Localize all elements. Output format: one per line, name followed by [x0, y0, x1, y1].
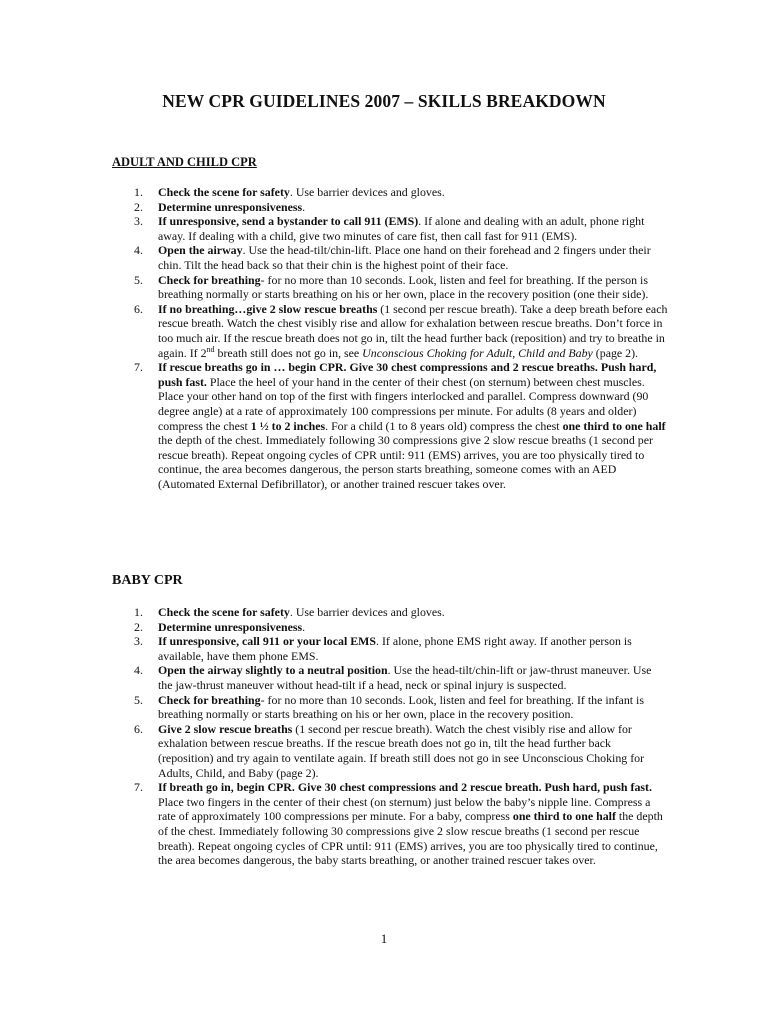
step-text: - for no more than 10 seconds. Look, listen and feel for breathing. If the infant is breathing normally or starts breathing on his or her own, place in the recovery position.	[158, 692, 644, 722]
step-number: 6.	[134, 301, 143, 316]
list-item	[112, 693, 668, 722]
step-bold-text: Give 2 slow rescue breaths	[158, 721, 293, 736]
step-text: - for no more than 10 seconds. Look, listen and feel for breathing. If the person is breathing normally or starts breathing on his or her own, place in the recovery position (one their side).	[158, 272, 649, 302]
page-number: 1	[380, 931, 388, 946]
list-item	[112, 200, 668, 215]
list-item	[112, 605, 668, 620]
step-bold-text: Check the scene for safety	[158, 185, 290, 199]
step-text: the depth of the chest. Immediately following 30 compressions give 2 slow rescue breaths (1 second per rescue breath). Repeat ongoing cycles of CPR until: 911 (EMS) arrives, you are too physically tired to continue, the area becomes dangerous, the person starts breathing, someone comes with an AED (Automated External Defibrillator), or another trained rescuer takes over.	[158, 433, 653, 491]
step-bold-text: Open the airway	[158, 243, 243, 258]
step-number: 5.	[134, 272, 143, 287]
step-bold-text: one third to one half	[512, 809, 616, 824]
list-item	[112, 302, 668, 360]
section-heading-adult-child-cpr: ADULT AND CHILD CPR	[112, 155, 257, 169]
step-number: 1.	[134, 605, 143, 619]
list-item	[112, 360, 668, 491]
step-text: . If alone, phone EMS right away. If another person is available, have them phone EMS.	[158, 634, 632, 663]
step-text: the depth of the chest. Immediately following 30 compressions give 2 slow rescue breaths (1 second per rescue breath). Repeat ongoing cycles of CPR until: 911 (EMS) arrives, you are too physically tired to continue, the area becomes dangerous, the baby starts breathing, or another trained rescuer takes over.	[158, 809, 663, 868]
baby-cpr-steps-list	[112, 605, 668, 868]
step-bold-text: Check for breathing	[158, 272, 261, 287]
list-item	[112, 722, 668, 780]
step-number: 6.	[134, 721, 143, 736]
step-bold-text: If no breathing…give 2 slow rescue breaths	[158, 301, 378, 316]
step-text: breath still does not go in, see	[214, 345, 363, 360]
step-bold-text: one third to one half	[562, 418, 666, 433]
step-text: . Use barrier devices and gloves.	[289, 185, 445, 199]
step-bold-text: Determine unresponsiveness	[158, 199, 303, 214]
step-text: Place two fingers in the center of their chest (on sternum) just below the baby’s nipple line. Compress a rate of approximately 100 compressions per minute. For a baby, compress	[158, 794, 651, 824]
step-bold-text: If unresponsive, call 911 or your local EMS	[158, 634, 377, 649]
list-item	[112, 663, 668, 692]
list-item	[112, 243, 668, 272]
step-bold-text: If rescue breaths go in … begin CPR. Give 30 chest compressions and 2 rescue breaths. Push hard, push fast.	[158, 360, 657, 389]
page-title: NEW CPR GUIDELINES 2007 – SKILLS BREAKDOWN	[162, 91, 606, 111]
step-bold-text: Check for breathing	[158, 692, 261, 707]
step-text: . If alone and dealing with an adult, phone right away. If dealing with a child, give two minutes of care fist, then call fast for 911 (EMS).	[158, 214, 645, 243]
step-number: 2.	[134, 619, 143, 634]
step-bold-text: Determine unresponsiveness	[158, 619, 303, 634]
step-text: . For a child (1 to 8 years old) compress the chest	[325, 418, 563, 433]
step-number: 5.	[134, 692, 143, 707]
step-number: 3.	[134, 214, 143, 229]
step-text: . Use the head-tilt/chin-lift or jaw-thrust maneuver. Use the jaw-thrust maneuver without head-tilt if a head, neck or spinal injury is suspected.	[158, 663, 652, 692]
step-italic-reference: Unconscious Choking for Adult, Child and Baby	[362, 345, 593, 360]
step-bold-text: Open the airway slightly to a neutral position	[158, 663, 388, 678]
section-heading-baby-cpr: BABY CPR	[112, 573, 183, 588]
step-number: 4.	[134, 243, 143, 258]
step-text: Place the heel of your hand in the center of their chest (on sternum) between chest muscles. Place your other hand on top of the first with fingers interlocked and parallel. Compress downward (90 degree angle) at a rate of approximately 100 compressions per minute. For adults (8 years and older) compress the chest	[158, 374, 649, 433]
step-bold-text: Check the scene for safety	[158, 605, 290, 619]
list-item	[112, 214, 668, 243]
step-text: (1 second per rescue breath). Watch the chest visibly rise and allow for exhalation between rescue breaths. If the rescue breath does not go in, tilt the head further back (reposition) and try again to ventilate again. If breath still does not go in see Unconscious Choking for Adults, Child, and Baby (page 2).	[158, 721, 645, 780]
list-item	[112, 620, 668, 635]
step-number: 1.	[134, 185, 143, 199]
step-text: .	[302, 199, 306, 214]
list-item	[112, 185, 668, 200]
step-bold-text: If unresponsive, send a bystander to call 911 (EMS)	[158, 214, 419, 229]
step-text: . Use barrier devices and gloves.	[289, 605, 445, 619]
superscript: nd	[206, 344, 215, 354]
list-item	[112, 780, 668, 868]
step-text: (1 second per rescue breath). Take a deep breath before each rescue breath. Watch the chest visibly rise and allow for exhalation between rescue breaths. Don’t force in too much air. If the rescue breath does not go in, tilt the head further back (reposition) and try to breathe in again. If 2	[158, 301, 668, 360]
step-bold-text: 1 ½ to 2 inches	[250, 418, 326, 433]
list-item	[112, 634, 668, 663]
list-item	[112, 273, 668, 302]
step-number: 3.	[134, 634, 143, 649]
step-number: 7.	[134, 780, 143, 795]
step-text: (page 2).	[592, 345, 639, 360]
step-number: 2.	[134, 199, 143, 214]
step-number: 4.	[134, 663, 143, 678]
adult-cpr-steps-list	[112, 185, 668, 491]
step-bold-text: If breath go in, begin CPR. Give 30 chest compressions and 2 rescue breath. Push hard, push fast.	[158, 780, 652, 795]
step-text: .	[302, 619, 306, 634]
step-text: . Use the head-tilt/chin-lift. Place one hand on their forehead and 2 fingers under their chin. Tilt the head back so that their chin is the highest point of their face.	[158, 243, 651, 272]
step-number: 7.	[134, 360, 143, 375]
